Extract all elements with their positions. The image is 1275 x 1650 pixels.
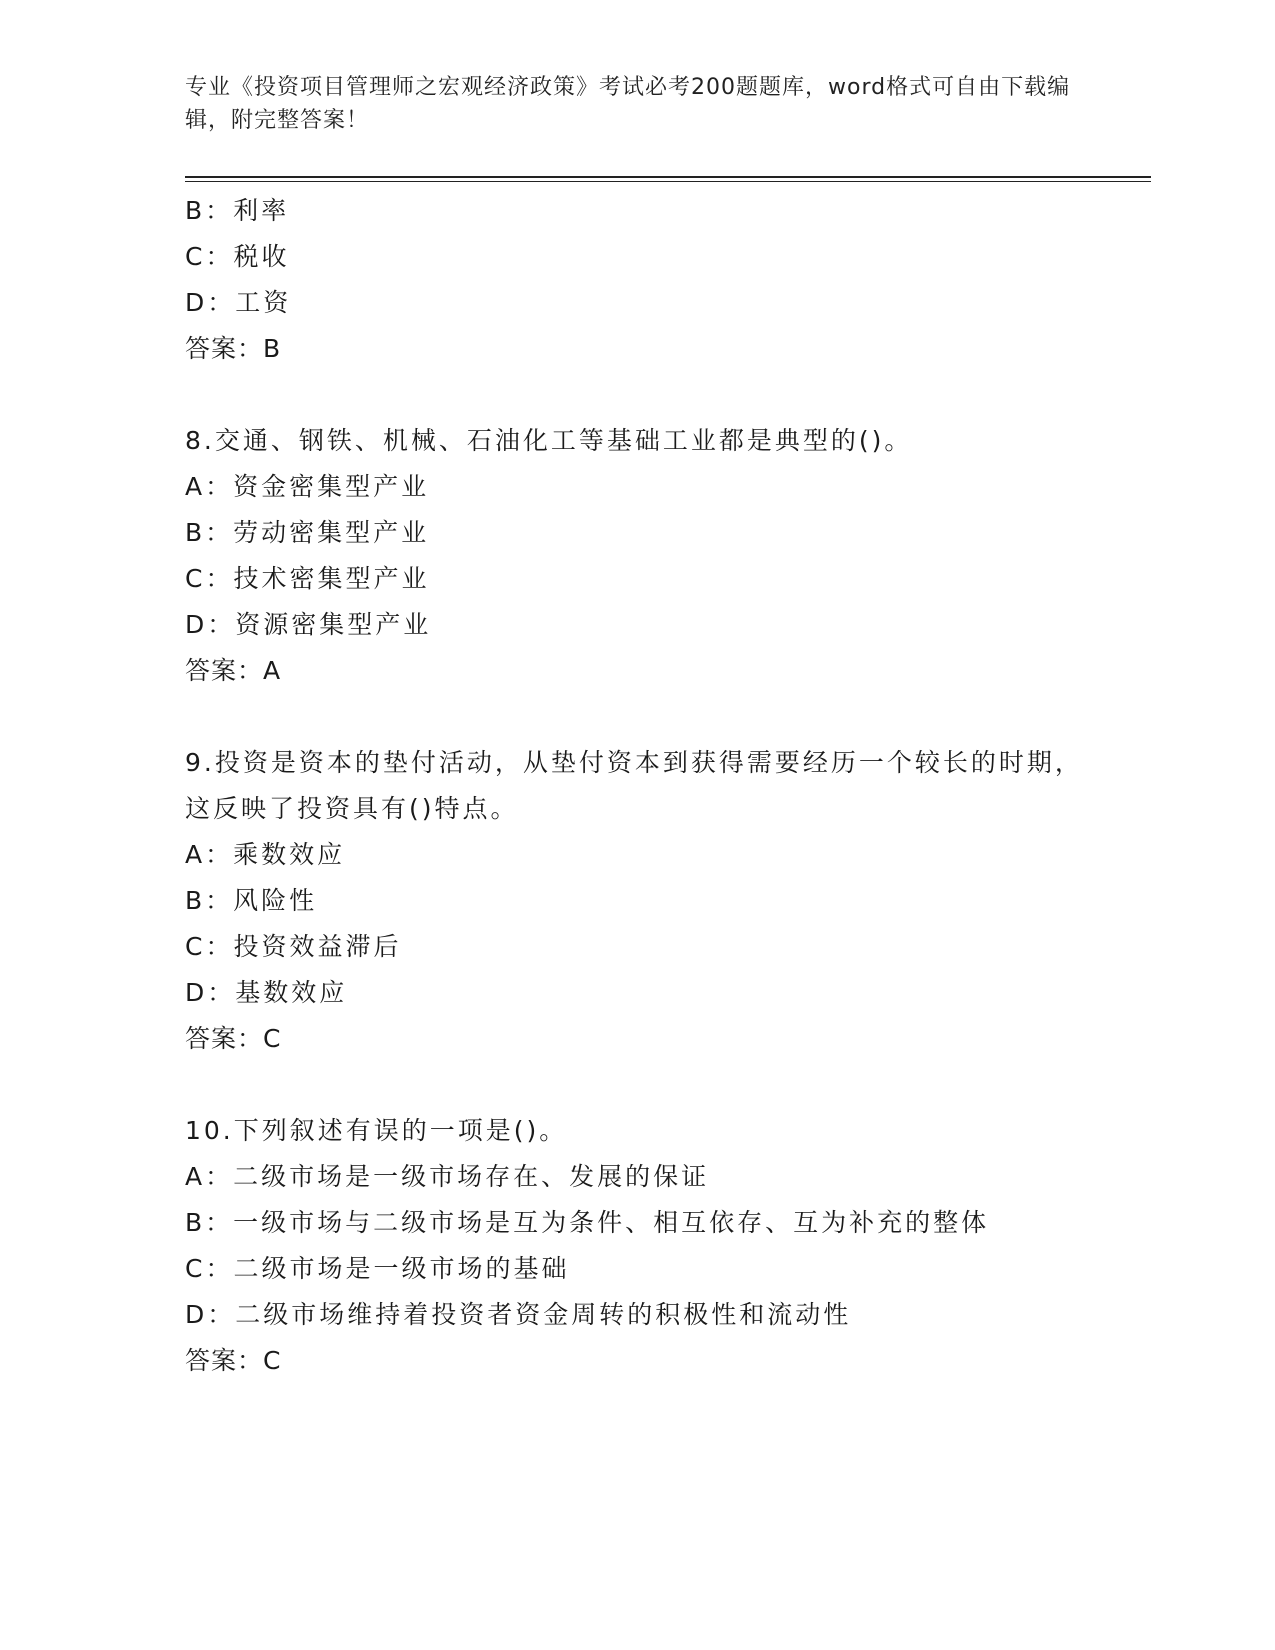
option-c: C：二级市场是一级市场的基础: [185, 1254, 570, 1283]
option-d: D：二级市场维持着投资者资金周转的积极性和流动性: [185, 1300, 852, 1329]
option-c: C：技术密集型产业: [185, 564, 430, 593]
option-c: C：投资效益滞后: [185, 932, 402, 961]
option-d: D：基数效应: [185, 978, 348, 1007]
question-10: [185, 1108, 1085, 1384]
header-rule-thin: [185, 181, 1151, 182]
question-list: [185, 188, 1085, 1384]
option-b: B：风险性: [185, 886, 318, 915]
option-a: A：资金密集型产业: [185, 472, 430, 501]
header-rule-thick: [185, 176, 1151, 178]
question-9: [185, 740, 1085, 1062]
option-b: B：利率: [185, 196, 290, 225]
question-text: 10.下列叙述有误的一项是()。: [185, 1116, 568, 1145]
option-a: A：乘数效应: [185, 840, 346, 869]
option-b: B：劳动密集型产业: [185, 518, 430, 547]
option-d: D：资源密集型产业: [185, 610, 432, 639]
option-c: C：税收: [185, 242, 290, 271]
answer-line: 答案：A: [185, 656, 282, 685]
document-header: 专业《投资项目管理师之宏观经济政策》考试必考200题题库，word格式可自由下载编辑，附完整答案！: [185, 75, 1071, 133]
answer-line: 答案：C: [185, 1346, 282, 1375]
question-partial: [185, 188, 1085, 372]
option-b: B：一级市场与二级市场是互为条件、相互依存、互为补充的整体: [185, 1208, 990, 1237]
question-8: [185, 418, 1085, 694]
option-d: D：工资: [185, 288, 292, 317]
answer-line: 答案：B: [185, 334, 282, 363]
question-text: 9.投资是资本的垫付活动，从垫付资本到获得需要经历一个较长的时期，这反映了投资具有()特点。: [185, 748, 1083, 823]
answer-line: 答案：C: [185, 1024, 282, 1053]
option-a: A：二级市场是一级市场存在、发展的保证: [185, 1162, 710, 1191]
question-text: 8.交通、钢铁、机械、石油化工等基础工业都是典型的()。: [185, 426, 913, 455]
